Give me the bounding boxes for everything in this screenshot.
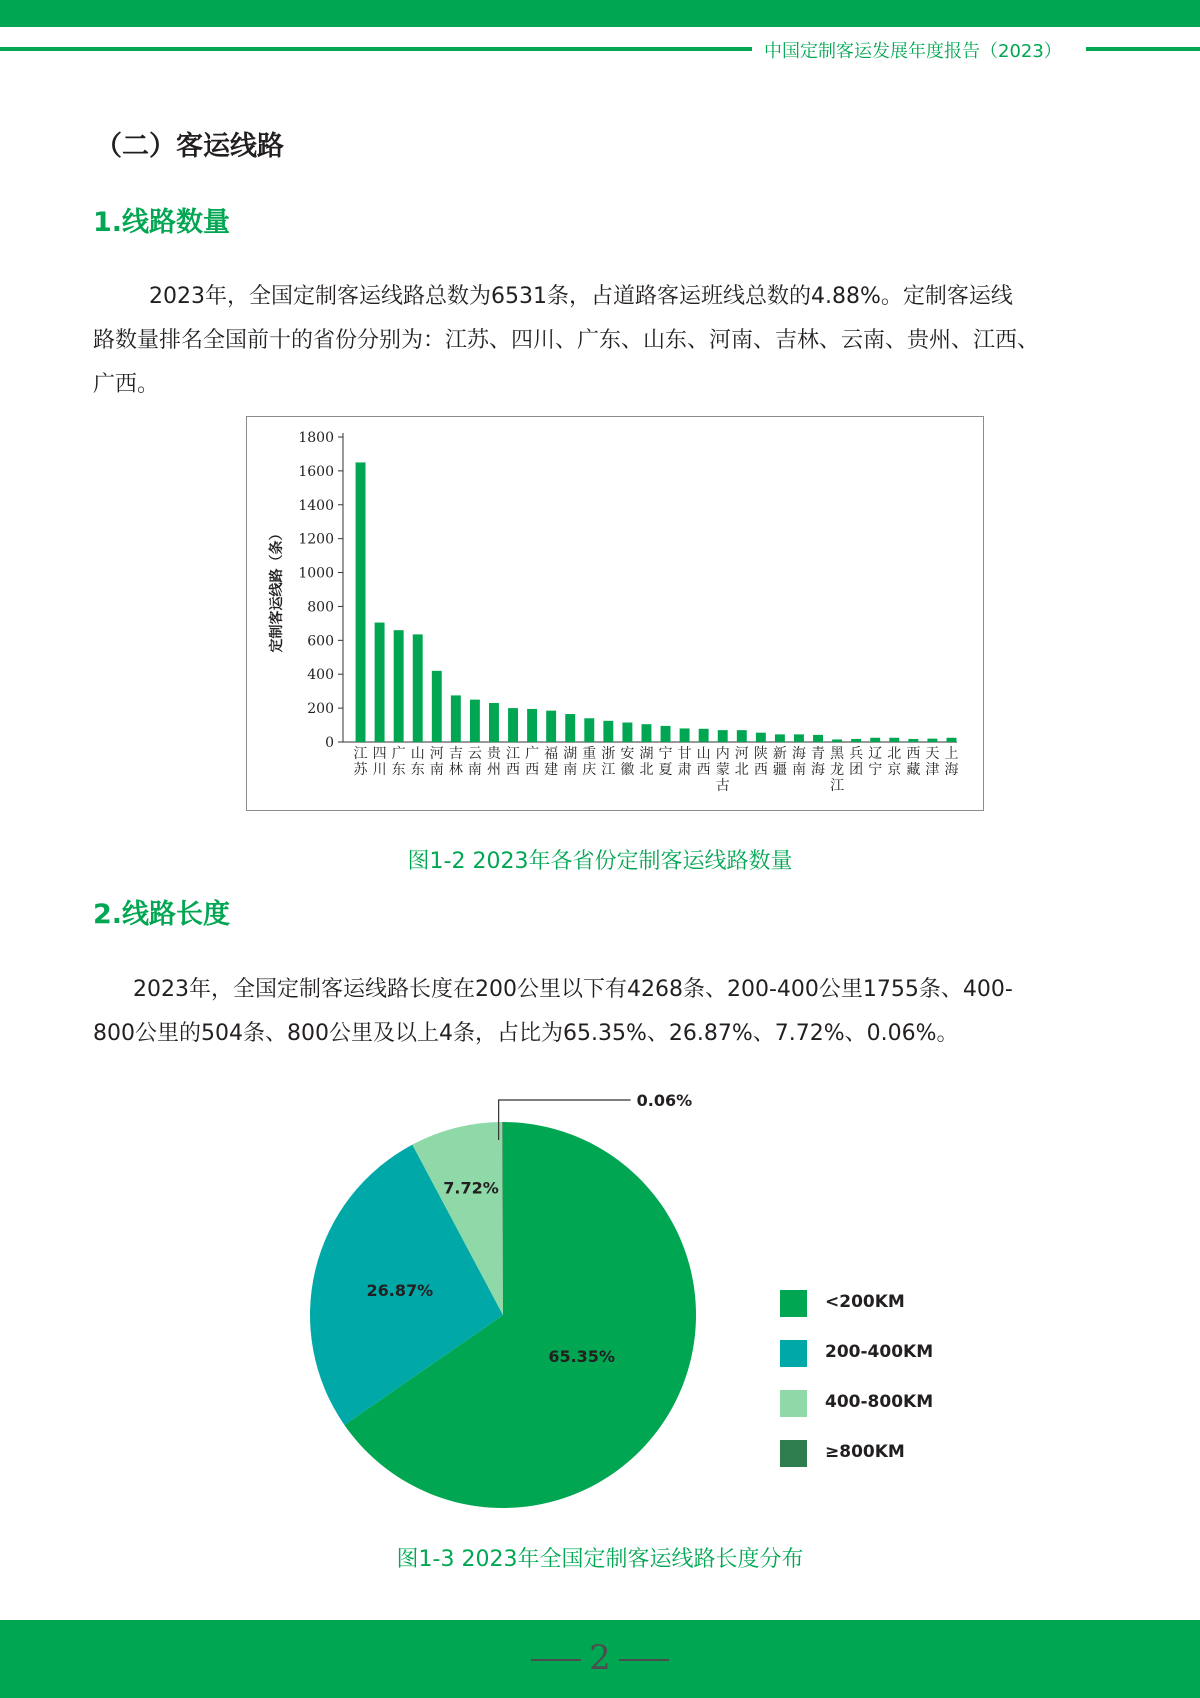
x-tick-label: 黑龙江 <box>830 746 845 794</box>
bar <box>622 723 632 742</box>
y-axis-label: 定制客运线路（条） <box>269 526 285 653</box>
x-tick-label: 重庆 <box>582 746 597 778</box>
bar <box>432 671 442 742</box>
bar <box>356 462 366 742</box>
paragraph-line: 800公里的504条、800公里及以上4条，占比为65.35%、26.87%、7.72%、0.06%。 <box>93 1021 959 1046</box>
y-tick-label: 1800 <box>298 430 334 446</box>
x-tick-label: 宁夏 <box>658 746 673 778</box>
top-green-bar <box>0 0 1200 27</box>
bar <box>870 738 880 742</box>
bar <box>527 709 537 742</box>
pie-chart-area <box>300 1080 1020 1520</box>
x-tick-label: 内蒙古 <box>715 746 730 794</box>
legend-swatch <box>780 1440 807 1467</box>
bar <box>451 695 461 742</box>
page-number-dash <box>531 1659 581 1661</box>
bar <box>794 734 804 742</box>
x-tick-label: 新疆 <box>772 746 787 778</box>
bar <box>699 729 709 742</box>
bar <box>927 739 937 742</box>
x-tick-label: 安徽 <box>620 746 635 778</box>
x-tick-label: 福建 <box>544 746 559 778</box>
x-tick-label: 吉林 <box>448 746 463 778</box>
x-tick-label: 上海 <box>944 746 959 778</box>
x-tick-label: 山西 <box>696 746 711 778</box>
x-tick-label: 河南 <box>429 746 444 778</box>
bar <box>642 724 652 742</box>
paragraph-line: 2023年，全国定制客运线路总数为6531条，占道路客运班线总数的4.88%。定制客运线 <box>149 284 1013 309</box>
pie-data-label: 26.87% <box>366 1280 434 1300</box>
bar <box>908 739 918 742</box>
x-tick-label: 河北 <box>734 746 749 778</box>
x-tick-label: 江苏 <box>353 746 368 778</box>
y-tick-label: 0 <box>325 735 334 751</box>
page-number-dash <box>619 1659 669 1661</box>
x-tick-label: 甘肃 <box>677 746 692 778</box>
header-rule-right <box>1086 47 1200 51</box>
bar <box>661 726 671 742</box>
bar <box>718 730 728 742</box>
x-tick-label: 江西 <box>506 746 521 778</box>
x-tick-label: 广西 <box>525 746 540 778</box>
figure-caption-bar: 图1-2 2023年各省份定制客运线路数量 <box>407 849 793 874</box>
x-tick-label: 湖南 <box>563 746 578 778</box>
header-rule-left <box>0 47 752 51</box>
y-tick-label: 200 <box>307 701 334 718</box>
bar <box>680 728 690 742</box>
bar <box>394 630 404 742</box>
legend-label: 400-800KM <box>825 1392 934 1412</box>
x-tick-label: 天津 <box>925 746 940 778</box>
y-tick-label: 600 <box>307 633 334 650</box>
x-tick-label: 广东 <box>391 746 406 778</box>
bar <box>851 739 861 742</box>
bar-chart-frame <box>246 416 984 811</box>
legend-label: 200-400KM <box>825 1342 934 1362</box>
subsection-title-length: 2.线路长度 <box>93 899 231 930</box>
bar <box>813 735 823 742</box>
x-tick-label: 陕西 <box>753 746 768 778</box>
paragraph-length <box>93 968 1113 1056</box>
pie-data-label: 7.72% <box>443 1178 499 1198</box>
bar <box>375 623 385 742</box>
bar-chart <box>247 417 985 812</box>
bar <box>508 708 518 742</box>
bar <box>584 718 594 742</box>
y-tick-label: 800 <box>307 599 334 616</box>
x-tick-label: 云南 <box>467 746 482 778</box>
bar <box>737 730 747 742</box>
bar <box>947 738 957 742</box>
x-tick-label: 湖北 <box>639 746 654 778</box>
paragraph-line: 路数量排名全国前十的省份分别为：江苏、四川、广东、山东、河南、吉林、云南、贵州、江西、 <box>93 328 1040 353</box>
bar <box>489 703 499 742</box>
bar <box>470 700 480 742</box>
header-title: 中国定制客运发展年度报告（2023） <box>764 41 1062 62</box>
bar <box>889 738 899 742</box>
paragraph-line: 广西。 <box>93 372 160 397</box>
paragraph-line: 2023年，全国定制客运线路长度在200公里以下有4268条、200-400公里1755条、400- <box>133 977 1013 1002</box>
y-tick-label: 1600 <box>298 463 334 480</box>
x-tick-label: 浙江 <box>601 746 616 778</box>
bar <box>546 711 556 742</box>
y-tick-label: 1000 <box>298 565 334 582</box>
bar <box>413 634 423 742</box>
x-tick-label: 辽宁 <box>868 746 883 778</box>
legend-swatch <box>780 1340 807 1367</box>
page-number-value: 2 <box>589 1638 611 1678</box>
bar <box>775 734 785 742</box>
pie-data-label: 65.35% <box>548 1347 615 1367</box>
bar <box>603 721 613 742</box>
figure-caption-pie: 图1-3 2023年全国定制客运线路长度分布 <box>396 1547 804 1572</box>
subsection-title-count: 1.线路数量 <box>93 207 231 238</box>
legend-swatch <box>780 1290 807 1317</box>
x-tick-label: 西藏 <box>906 746 921 778</box>
x-tick-label: 兵团 <box>849 746 864 778</box>
paragraph-count <box>93 275 1113 407</box>
legend-label: ≥800KM <box>825 1442 905 1462</box>
x-tick-label: 青海 <box>811 746 826 778</box>
x-tick-label: 海南 <box>791 746 806 778</box>
x-tick-label: 北京 <box>887 746 902 778</box>
y-tick-label: 400 <box>307 667 334 684</box>
y-tick-label: 1200 <box>298 531 334 548</box>
section-title: （二）客运线路 <box>95 131 284 162</box>
x-tick-label: 四川 <box>372 746 387 778</box>
bar <box>832 739 842 742</box>
y-tick-label: 1400 <box>298 497 334 514</box>
x-tick-label: 贵州 <box>486 746 501 778</box>
legend-label: <200KM <box>825 1292 905 1312</box>
pie-data-label: 0.06% <box>636 1091 693 1111</box>
page-number <box>0 1638 1200 1678</box>
bar <box>565 714 575 742</box>
pie-chart <box>300 1080 1020 1520</box>
legend-swatch <box>780 1390 807 1417</box>
bar <box>756 733 766 742</box>
x-tick-label: 山东 <box>410 746 425 778</box>
